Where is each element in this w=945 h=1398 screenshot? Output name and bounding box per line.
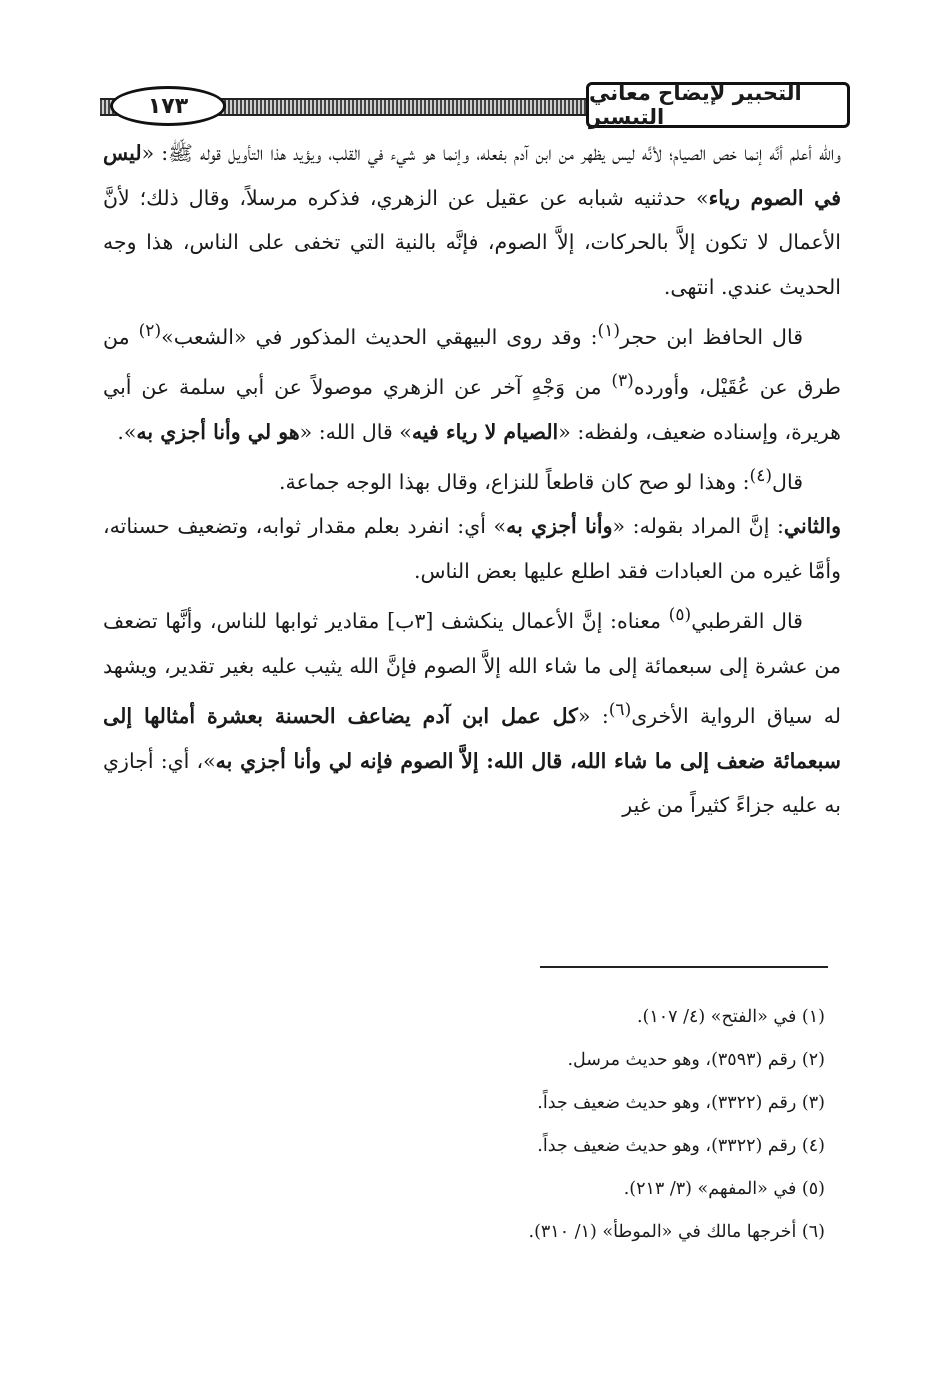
footnote-ref: (٦) bbox=[608, 700, 632, 721]
footnote-item: (٤) رقم (٣٣٢٢)، وهو حديث ضعيف جداً. bbox=[537, 1136, 825, 1156]
footnote-ref: (٥) bbox=[668, 605, 692, 626]
page-number: ١٧٣ bbox=[110, 86, 226, 126]
footnote-ref: (٤) bbox=[749, 466, 773, 487]
footnote-item: (٥) في «المفهم» (٣/ ٢١٣). bbox=[623, 1179, 825, 1199]
quote-bold: ليس في الصوم رياء bbox=[103, 141, 841, 210]
quote-bold: الصيام لا رياء فيه bbox=[411, 419, 559, 444]
page-header bbox=[100, 81, 850, 129]
footnote-item: (١) في «الفتح» (٤/ ١٠٧). bbox=[636, 1007, 825, 1027]
footnote-item: (٦) أخرجها مالك في «الموطأ» (١/ ٣١٠). bbox=[528, 1222, 825, 1242]
paragraph-5: قال القرطبي$^{(٥)}$ معناه: إنَّ الأعمال ينكشف [٣ب] مقادير ثوابها للناس، وأنَّها تضعف من عشرة إلى سبعمائة إلى ما شاء الله إلاَّ الصوم فإنَّ الله يثيب عليه بغير تقدير، ويشهد له سياق الرواية الأخرى$^{(٦)}$: «كل عمل ابن آدم يضاعف الحسنة بعشرة أمثالها إلى سبعمائة ضعف إلى ما شاء الله، قال الله: إلاَّ الصوم فإنه لي وأنا أجزي به»، أي: أجازي به عليه جزاءً كثيراً من غير bbox=[103, 605, 841, 818]
quote-bold: وأنا أجزي به bbox=[506, 514, 613, 539]
paragraph-4: والثاني: إنَّ المراد بقوله: «وأنا أجزي به» أي: انفرد بعلم مقدار ثوابه، وتضعيف حسناته، وأمَّا غيره من العبادات فقد اطلع عليها بعض الناس. bbox=[103, 514, 841, 583]
footnote-ref: (١) bbox=[597, 321, 621, 341]
footnote-ref: (٢) bbox=[138, 321, 162, 341]
footnote-item: (٢) رقم (٣٥٩٣)، وهو حديث مرسل. bbox=[567, 1050, 825, 1070]
paragraph-3: قال$^{(٤)}$: وهذا لو صح كان قاطعاً للنزاع، وقال بهذا الوجه جماعة. bbox=[279, 466, 803, 494]
footnote-ref: (٣) bbox=[611, 371, 634, 392]
footnote-separator bbox=[540, 966, 828, 968]
paragraph-1: والله أعلم أنَّه إنما خص الصيام؛ لأنَّه ليس يظهر من ابن آدم بفعله، وإنما هو شيء في القلب، ويؤيد هذا التأويل قوله ﷺ: «ليس في الصوم رياء» حدثنيه شبابه عن عقيل عن الزهري، فذكره مرسلاً، وقال ذلك؛ لأنَّ الأعمال لا تكون إلاَّ بالحركات، إلاَّ الصوم، فإنَّه بالنية التي تخفى على الناس، هذا وجه الحديث عندي. انتهى. bbox=[103, 141, 841, 299]
paragraph-2: قال الحافظ ابن حجر$^{(١)}$: وقد روى البيهقي الحديث المذكور في «الشعب»$^{(٢)}$ من طرق عن عُقَيْل، وأورده$^{(٣)}$ من وَجْهٍ آخر عن الزهري موصولاً عن أبي سلمة عن أبي هريرة، وإسناده ضعيف، ولفظه: «الصيام لا رياء فيه» قال الله: «هو لي وأنا أجزي به». bbox=[103, 321, 841, 444]
footnote-item: (٣) رقم (٣٣٢٢)، وهو حديث ضعيف جداً. bbox=[537, 1093, 825, 1113]
section-lead-bold: والثاني bbox=[783, 514, 841, 539]
quote-bold: كل عمل ابن آدم يضاعف الحسنة بعشرة أمثالها إلى سبعمائة ضعف إلى ما شاء الله، قال الله: إلاَّ الصوم فإنه لي وأنا أجزي به bbox=[103, 704, 841, 773]
quote-bold: هو لي وأنا أجزي به bbox=[136, 419, 300, 444]
book-title: التحبير لإيضاح معاني التيسير bbox=[586, 82, 850, 128]
footnotes bbox=[103, 996, 825, 1254]
body-text bbox=[103, 131, 841, 828]
